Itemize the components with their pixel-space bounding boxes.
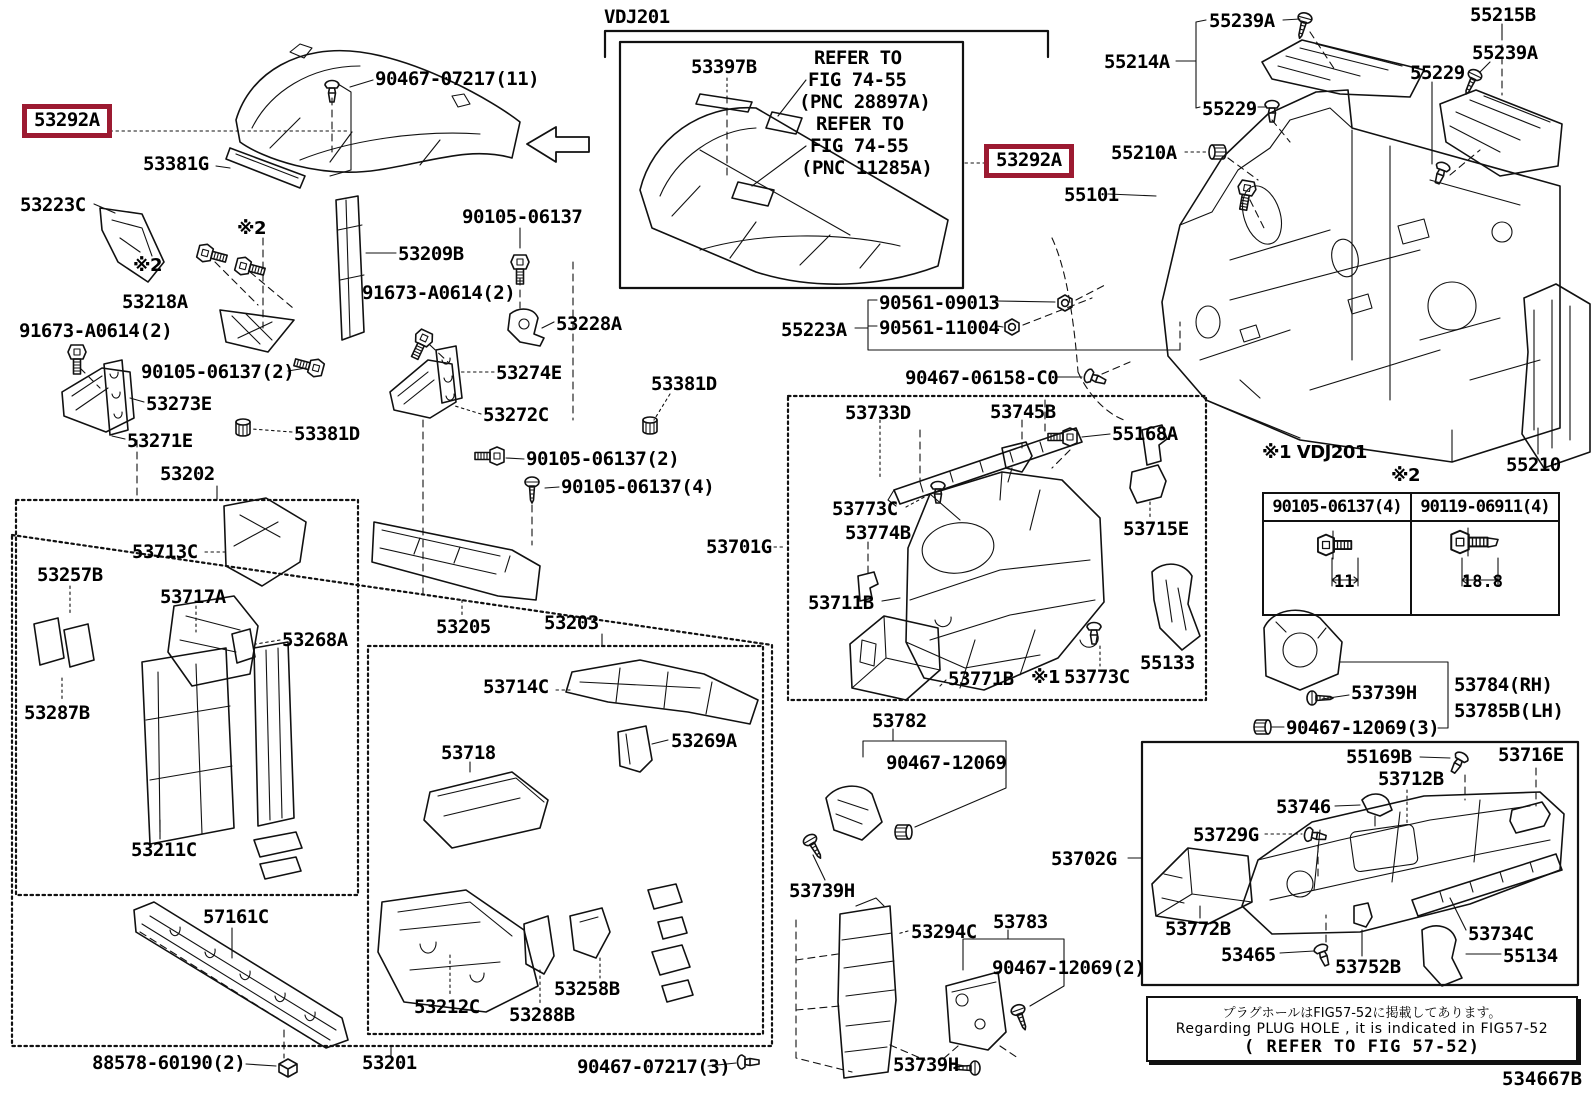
part-53228A xyxy=(508,309,544,346)
part-label-53268A: 53268A xyxy=(282,629,348,651)
part-53211C-pillar xyxy=(254,642,294,826)
part-53711B-cowl xyxy=(906,472,1104,690)
part-label-57161C: 57161C xyxy=(203,906,269,928)
bolt-table-header xyxy=(1264,494,1558,522)
part-55210 xyxy=(1522,284,1590,468)
clip-53465 xyxy=(1313,943,1334,968)
plug-note-refer: ( REFER TO FIG 57-52) xyxy=(1244,1036,1480,1057)
part-53782 xyxy=(826,786,882,840)
part-53718 xyxy=(424,772,548,848)
clip-53729G xyxy=(1303,827,1327,845)
bolt-dim-2: 18.8 xyxy=(1462,572,1503,592)
part-53218A xyxy=(220,310,294,352)
part-label-53381D: 53381D xyxy=(651,373,717,395)
part-label-90467-07217-11-: 90467-07217(11) xyxy=(375,68,540,90)
part-53752B xyxy=(1354,903,1372,927)
part-label-55210A: 55210A xyxy=(1111,142,1177,164)
bolt-table-body xyxy=(1264,522,1558,614)
part-label-FIG-74-55: FIG 74-55 xyxy=(810,135,909,157)
part-label-53272C: 53272C xyxy=(483,404,549,426)
part-53268A xyxy=(232,629,255,663)
clip-88578 xyxy=(279,1059,297,1077)
part-label-53202: 53202 xyxy=(160,463,215,485)
part-label-90561-09013: 90561-09013 xyxy=(879,292,1000,314)
part-label-53773C: 53773C xyxy=(832,498,898,520)
part-label-53381G: 53381G xyxy=(143,153,209,175)
grommet-53381D-2 xyxy=(643,417,657,434)
group-53203-parts xyxy=(378,660,758,1012)
part-label-55101: 55101 xyxy=(1064,184,1119,206)
part-label-90105-06137-4-: 90105-06137(4) xyxy=(561,476,715,498)
part-label-53287B: 53287B xyxy=(24,702,90,724)
part-53381G xyxy=(226,148,305,188)
part-label-91673-A0614-2-: 91673-A0614(2) xyxy=(19,320,173,342)
part-53745B xyxy=(1002,442,1032,472)
part-53269A xyxy=(618,726,652,772)
part-53772B xyxy=(1152,848,1252,924)
part-53717A xyxy=(168,596,258,686)
part-53713C xyxy=(224,498,306,586)
part-label-FIG-74-55: FIG 74-55 xyxy=(808,69,907,91)
bolt-table-cell-1 xyxy=(1264,522,1412,614)
part-label-53733D: 53733D xyxy=(845,402,911,424)
part-53714C xyxy=(566,660,758,724)
nut-90561-09013 xyxy=(1058,295,1072,311)
panel-engine-under-cover xyxy=(226,44,520,188)
part-label-53745B: 53745B xyxy=(990,401,1056,423)
part-label-53712B: 53712B xyxy=(1378,768,1444,790)
part-label-53734C: 53734C xyxy=(1468,923,1534,945)
part-label-53209B: 53209B xyxy=(398,243,464,265)
part-label-55169B: 55169B xyxy=(1346,746,1412,768)
bolt-table-cell-2 xyxy=(1412,522,1558,614)
part-53783 xyxy=(946,972,1006,1050)
part-label-53752B: 53752B xyxy=(1335,956,1401,978)
part-53715E xyxy=(1130,465,1166,503)
part-label-53292A: 53292A xyxy=(984,144,1074,178)
part-53257B xyxy=(34,618,94,667)
part-label-53772B: 53772B xyxy=(1165,918,1231,940)
part-label-55223A: 55223A xyxy=(781,319,847,341)
bolt-table-part-2: 90119-06911(4) xyxy=(1420,497,1550,517)
part-label--PNC-11285A-: (PNC 11285A) xyxy=(801,157,933,179)
part-53211C-panel xyxy=(142,648,234,844)
part-label-53718: 53718 xyxy=(441,742,496,764)
part-label-53746: 53746 xyxy=(1276,796,1331,818)
part-label-53774B: 53774B xyxy=(845,522,911,544)
part-label-90467-06158-C0: 90467-06158-C0 xyxy=(905,367,1059,389)
part-55223A-insulator xyxy=(1052,238,1124,420)
part-label-53784-RH-: 53784(RH) xyxy=(1454,674,1553,696)
clip-90467-07217-3 xyxy=(738,1055,760,1069)
part-label-53714C: 53714C xyxy=(483,676,549,698)
bolt-dim-1: 11 xyxy=(1334,572,1355,592)
part-label-REFER-TO: REFER TO xyxy=(814,47,902,69)
plug-note-japanese: プラグホールはFIG57-52に掲載してあります。 xyxy=(1222,1005,1502,1021)
part-label-53294C: 53294C xyxy=(911,921,977,943)
part-53258B xyxy=(570,908,610,958)
part-label-53739H: 53739H xyxy=(893,1054,959,1076)
part-label-53739H: 53739H xyxy=(1351,682,1417,704)
part-label-53711B: 53711B xyxy=(808,592,874,614)
part-label-90561-11004: 90561-11004 xyxy=(879,317,1000,339)
part-label-REFER-TO: REFER TO xyxy=(816,113,904,135)
part-label-53782: 53782 xyxy=(872,710,927,732)
part-label-53205: 53205 xyxy=(436,616,491,638)
bolt-55168A xyxy=(1048,428,1077,446)
part-55134 xyxy=(1422,926,1462,986)
part-label-90467-12069-3-: 90467-12069(3) xyxy=(1286,717,1440,739)
part-label-53273E: 53273E xyxy=(146,393,212,415)
part-53771B xyxy=(850,616,940,700)
box-53203 xyxy=(368,646,763,1034)
part-label-55215B: 55215B xyxy=(1470,4,1536,26)
part-label-53465: 53465 xyxy=(1221,944,1276,966)
part-label-53223C: 53223C xyxy=(20,194,86,216)
part-label-55210: 55210 xyxy=(1506,454,1561,476)
part-label-90105-06137-2-: 90105-06137(2) xyxy=(141,361,295,383)
part-label-53274E: 53274E xyxy=(496,362,562,384)
plug-note-english: Regarding PLUG HOLE , it is indicated in FIG57-52 xyxy=(1175,1020,1549,1037)
part-label-55239A: 55239A xyxy=(1209,10,1275,32)
part-label-90467-12069: 90467-12069 xyxy=(886,752,1007,774)
part-label-53729G: 53729G xyxy=(1193,824,1259,846)
part-label-90105-06137-2-: 90105-06137(2) xyxy=(526,448,680,470)
part-label-55168A: 55168A xyxy=(1112,423,1178,445)
part-label-53218A: 53218A xyxy=(122,291,188,313)
part-label-90467-07217-3-: 90467-07217(3) xyxy=(577,1056,731,1078)
part-label-53701G: 53701G xyxy=(706,536,772,558)
part-label--1: ※1 xyxy=(1031,667,1061,688)
part-label-53785B-LH-: 53785B(LH) xyxy=(1454,700,1564,722)
part-label-53702G: 53702G xyxy=(1051,848,1117,870)
part-label-53292A: 53292A xyxy=(22,104,112,138)
part-label-53201: 53201 xyxy=(362,1052,417,1074)
part-label-55239A: 55239A xyxy=(1472,42,1538,64)
part-label-55134: 55134 xyxy=(1503,945,1558,967)
part-label--1-VDJ201: ※1 VDJ201 xyxy=(1262,442,1367,463)
bolt-size-table xyxy=(1262,492,1560,616)
clip-53773C-2 xyxy=(1087,623,1101,645)
part-label-53716E: 53716E xyxy=(1498,744,1564,766)
part-label-53771B: 53771B xyxy=(948,668,1014,690)
part-label-53397B: 53397B xyxy=(691,56,757,78)
nut-90561-11004 xyxy=(1005,319,1019,335)
part-label-53739H: 53739H xyxy=(789,880,855,902)
part-label-91673-A0614-2-: 91673-A0614(2) xyxy=(362,282,516,304)
clip-55229 xyxy=(1265,101,1279,123)
part-53212C xyxy=(378,890,538,1012)
part-label-53713C: 53713C xyxy=(132,541,198,563)
clip-55169B xyxy=(1447,750,1470,776)
part-label-53715E: 53715E xyxy=(1123,518,1189,540)
screw-55239A xyxy=(1293,11,1313,40)
left-arrow-icon xyxy=(527,127,589,162)
part-label-53211C: 53211C xyxy=(131,839,197,861)
part-label-VDJ201: VDJ201 xyxy=(604,6,670,28)
plug-hole-note xyxy=(1146,996,1578,1062)
part-label-90467-12069-2-: 90467-12069(2) xyxy=(992,957,1146,979)
figure-code: 534667B xyxy=(1502,1068,1583,1090)
part-55133 xyxy=(1152,564,1200,650)
part-label--PNC-28897A-: (PNC 28897A) xyxy=(799,91,931,113)
part-label-55214A: 55214A xyxy=(1104,51,1170,73)
part-label-88578-60190-2-: 88578-60190(2) xyxy=(92,1052,246,1074)
part-label-53773C: 53773C xyxy=(1064,666,1130,688)
grommet-53381D xyxy=(236,419,250,436)
part-label--2: ※2 xyxy=(237,218,267,239)
part-label-53717A: 53717A xyxy=(160,586,226,608)
part-label-53258B: 53258B xyxy=(554,978,620,1000)
part-label-90105-06137: 90105-06137 xyxy=(462,206,583,228)
part-label--2: ※2 xyxy=(133,255,163,276)
grommet-90467-12069 xyxy=(895,825,912,839)
part-label-53203: 53203 xyxy=(544,612,599,634)
part-label-53228A: 53228A xyxy=(556,313,622,335)
panel-dash-and-cowl xyxy=(1052,40,1590,468)
part-label-55133: 55133 xyxy=(1140,652,1195,674)
part-label-53269A: 53269A xyxy=(671,730,737,752)
part-label-53212C: 53212C xyxy=(414,996,480,1018)
part-53716E xyxy=(1510,802,1550,833)
part-label-53288B: 53288B xyxy=(509,1004,575,1026)
bolt-table-part-1: 90105-06137(4) xyxy=(1264,494,1412,520)
part-label-55229: 55229 xyxy=(1410,62,1465,84)
part-label-53783: 53783 xyxy=(993,911,1048,933)
part-label--2: ※2 xyxy=(1391,465,1421,486)
part-label-53381D: 53381D xyxy=(294,423,360,445)
part-label-53257B: 53257B xyxy=(37,564,103,586)
part-label-55229: 55229 xyxy=(1202,98,1257,120)
part-label-53271E: 53271E xyxy=(127,430,193,452)
